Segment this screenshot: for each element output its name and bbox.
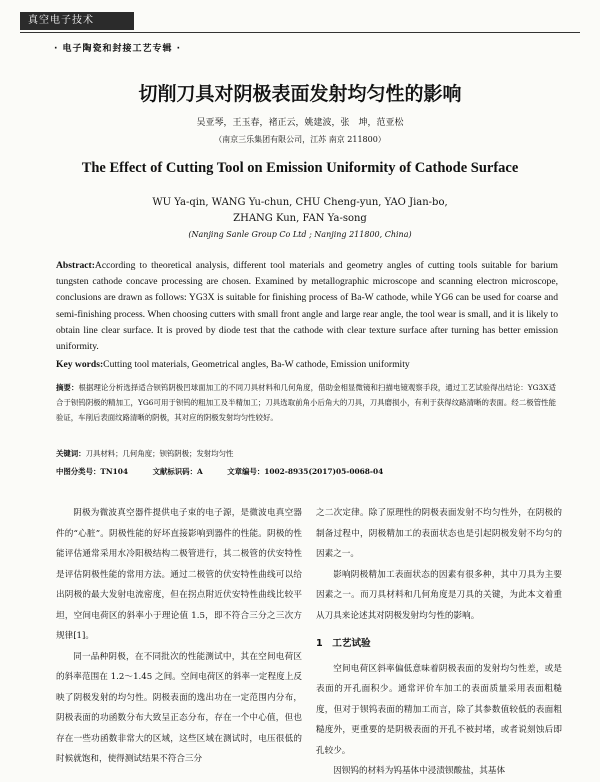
body-column-left xyxy=(56,503,302,770)
title-english: The Effect of Cutting Tool on Emission Uniformity of Cathode Surface xyxy=(81,160,519,176)
abstract-chinese xyxy=(56,380,556,425)
article-number: 文章编号：1002-8935(2017)05-0068-04 xyxy=(227,467,384,476)
classification-row xyxy=(56,466,405,477)
keywords-chinese xyxy=(56,448,233,459)
keywords-chinese-text: 刀具材料；几何角度；钡钨阴极；发射均匀性 xyxy=(85,449,234,458)
abstract-english-label: Abstract: xyxy=(56,260,95,271)
document-code: 文献标识码：A xyxy=(152,467,203,476)
title-chinese: 切削刀具对阴极表面发射均匀性的影响 xyxy=(138,83,462,105)
abstract-chinese-label: 摘要： xyxy=(56,383,79,392)
abstract-english xyxy=(56,258,558,355)
column-label: · 电子陶瓷和封接工艺专辑 · xyxy=(54,44,182,54)
journal-name-tag: 真空电子技术 xyxy=(20,12,134,30)
clc-number: 中图分类号：TN104 xyxy=(56,467,129,476)
body-column-right xyxy=(316,503,562,782)
header-rule xyxy=(20,32,580,33)
body-paragraph: 空间电荷区斜率偏低意味着阴极表面的发射均匀性差，或是表面的开孔面积少。通常评价车加工的表面质量采用表面粗糙度，但对于钡钨表面的精加工而言，除了其参数值较低的表面粗糙度外，更重要的是阴极表面的开孔不被封堵，或者说刻蚀后即孔较少。 xyxy=(316,663,562,756)
body-paragraph: 之二次定律。除了原理性的阴极表面发射不均匀性外，在阴极的制备过程中，阴极精加工的表面状态也是引起阴极发射不均匀的因素之一。 xyxy=(316,508,562,559)
abstract-english-text: According to theoretical analysis, different tool materials and geometry angles of cutting tools suitable for barium tungsten cathode concave processing are chosen. Examined by metallographic microscope and scanning electron microscope, conclusions are drawn as follows: YG3X is suitable for finishing process of Ba-W cathode, while YG6 can be used for coarse and semi-finishing process. When choosing cutters with small front angle and large rear angle, the tool wear is small, and it is likely to obtain line clear surface. It is proved by diode test that the cathode with clear texture surface after turning has better emission uniformity. xyxy=(56,260,558,353)
abstract-chinese-text: 根据理论分析选择适合钡钨阴极凹球面加工的不同刀具材料和几何角度，借助金相显微镜和扫描电镜观察手段，通过工艺试验得出结论：YG3X适合于钡钨阴极的精加工，YG6可用于钡钨的粗加工及半精加工；刀具选取前角小后角大的刀具，刀具磨损小，有利于获得纹路清晰的表面。经二极管性能验证，车削后表面纹路清晰的阴极，其对应的阴极发射均匀性较好。 xyxy=(56,383,556,422)
authors-english xyxy=(0,195,600,227)
body-paragraph: 影响阴极精加工表面状态的因素有很多种，其中刀具为主要因素之一。而刀具材料和几何角度是刀具的关键，为此本文着重从刀具来论述其对阴极发射均匀性的影响。 xyxy=(316,569,562,621)
keywords-english xyxy=(56,357,558,373)
keywords-english-text: Cutting tool materials, Geometrical angles, Ba-W cathode, Emission uniformity xyxy=(103,359,410,370)
body-paragraph: 因钡钨的材料为钨基体中浸渍钡酸盐，其基体 xyxy=(333,766,506,776)
authors-english-line1: WU Ya-qin, WANG Yu-chun, CHU Cheng-yun, YAO Jian-bo, xyxy=(152,197,448,208)
body-paragraph: 同一品种阴极，在不同批次的性能测试中，其在空间电荷区的斜率范围在 1.2～1.45 之间。空间电荷区的斜率一定程度上反映了阴极发射的均匀性。阴极表面的逸出功在一定范围内分布，阴极表面的功函数分布大致呈正态分布，存在一个中心值，但也存在一些功函数非常大的区域，这些区域在测试时，电压很低的时候就饱和，使得测试结果不符合三分 xyxy=(56,651,302,764)
keywords-chinese-label: 关键词： xyxy=(56,449,86,458)
affiliation-english: (Nanjing Sanle Group Co Ltd ; Nanjing 211800, China) xyxy=(188,230,412,239)
authors-chinese: 吴亚琴，王玉春，褚正云，姚建波，张 坤，范亚松 xyxy=(196,118,404,128)
keywords-english-label: Key words: xyxy=(56,359,104,370)
section-heading: 1 工艺试验 xyxy=(316,638,371,649)
authors-english-line2: ZHANG Kun, FAN Ya-song xyxy=(233,213,367,224)
body-paragraph: 阴极为微波真空器件提供电子束的电子源，是微波电真空器件的“心脏”。阴极性能的好坏直接影响到器件的性能。阴极的性能评估通常采用水冷阳极结构二极管进行，其二极管的伏安特性是评估阴极性能的常用方法。通过二极管的伏安特性曲线可以给出阴极的最大发射电流密度，但在拐点附近伏安特性曲线比较平坦，空间电荷区的斜率小于理论值 1.5，即不符合三分之三次方规律[1]。 xyxy=(56,508,302,641)
affiliation-chinese: （南京三乐集团有限公司，江苏 南京 211800） xyxy=(214,135,386,144)
